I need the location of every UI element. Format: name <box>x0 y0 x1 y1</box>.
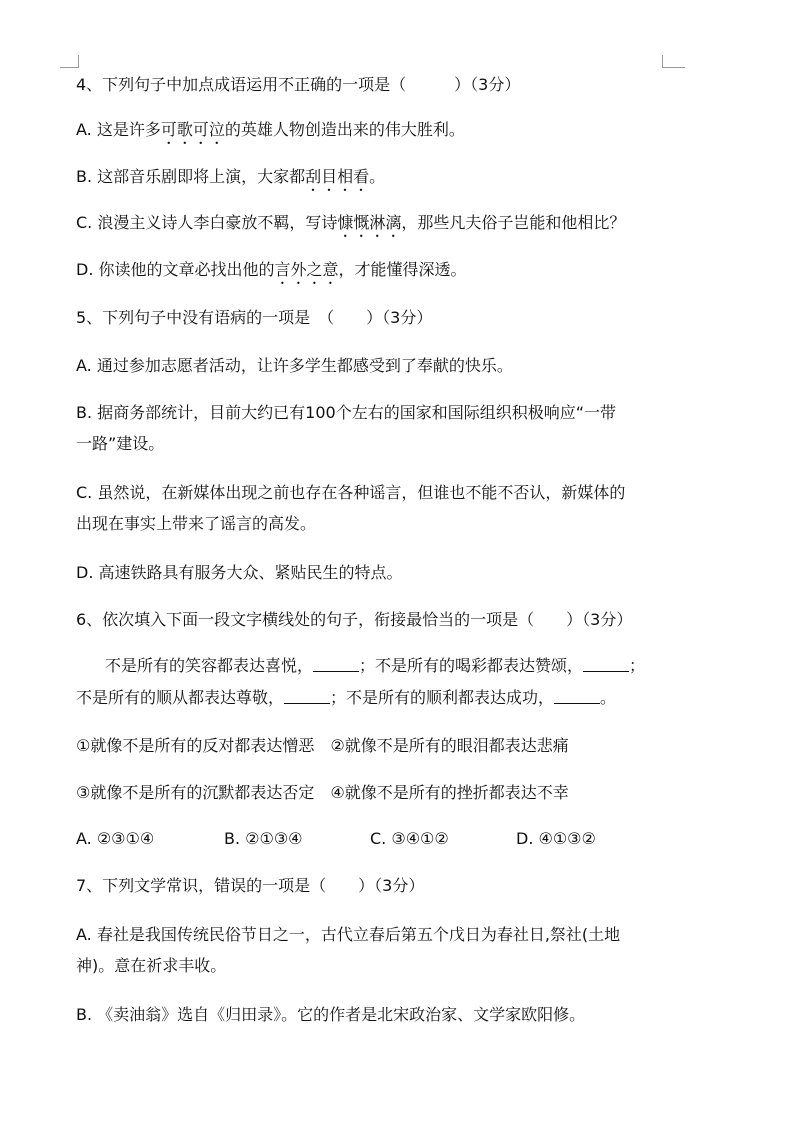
question-6-passage-line2: 不是所有的顺从都表达尊敬， ；不是所有的顺利都表达成功， 。 <box>76 688 617 707</box>
fill-blank <box>583 657 629 672</box>
question-6-option-a: A. ②③①④ <box>76 829 155 848</box>
question-5-option-b-line2: 一路”建设。 <box>76 434 165 453</box>
question-5-option-b-line1: B. 据商务部统计，目前大约已有100个左右的国家和国际组织积极响应“一带 <box>76 403 616 422</box>
idiom-marked: 言外之意 <box>274 260 339 279</box>
question-6-option-c: C. ③④①② <box>370 829 449 848</box>
question-4-option-c: C. 浪漫主义诗人李白豪放不羁，写诗慷慨淋漓，那些凡夫俗子岂能和他相比？ <box>76 213 626 232</box>
question-4-option-a: A. 这是许多可歌可泣的英雄人物创造出来的伟大胜利。 <box>76 120 465 139</box>
question-7-stem: 7、下列文学常识，错误的一项是（ ）（3分） <box>76 876 425 895</box>
question-6-option-b: B. ②①③④ <box>224 829 303 848</box>
question-6-options <box>76 829 596 849</box>
idiom-marked: 慷慨淋漓 <box>337 213 402 232</box>
question-4-stem: 4、下列句子中加点成语运用不正确的一项是（ ）（3分） <box>76 75 521 94</box>
fill-blank <box>313 657 359 672</box>
question-5-option-d: D. 高速铁路具有服务大众、紧贴民生的特点。 <box>76 563 403 582</box>
question-5-option-c-line1: C. 虽然说，在新媒体出现之前也存在各种谣言，但谁也不能不否认，新媒体的 <box>76 483 626 502</box>
question-6-sentences-3-4: ③就像不是所有的沉默都表达否定 ④就像不是所有的挫折都表达不幸 <box>76 783 569 802</box>
question-4-option-b: B. 这部音乐剧即将上演，大家都刮目相看。 <box>76 167 386 186</box>
question-6-option-d: D. ④①③② <box>516 829 596 848</box>
question-7-option-b: B. 《卖油翁》选自《归田录》。它的作者是北宋政治家、文学家欧阳修。 <box>76 1005 586 1024</box>
fill-blank <box>554 689 600 704</box>
question-5-option-c-line2: 出现在事实上带来了谣言的高发。 <box>76 514 317 533</box>
crop-mark-top-right <box>662 55 685 68</box>
question-5-stem: 5、下列句子中没有语病的一项是 （ ）（3分） <box>76 308 433 327</box>
question-5-option-a: A. 通过参加志愿者活动，让许多学生都感受到了奉献的快乐。 <box>76 356 513 375</box>
question-6-passage-line1: 不是所有的笑容都表达喜悦， ；不是所有的喝彩都表达赞颂， ； <box>105 656 646 675</box>
question-4-option-d: D. 你读他的文章必找出他的言外之意，才能懂得深透。 <box>76 260 467 279</box>
fill-blank <box>284 689 330 704</box>
question-6-stem: 6、依次填入下面一段文字横线处的句子，衔接最恰当的一项是（ ）（3分） <box>76 610 633 629</box>
idiom-marked: 可歌可泣 <box>160 120 225 139</box>
crop-mark-top-left <box>60 55 79 68</box>
question-7-option-a-line2: 神)。意在祈求丰收。 <box>76 956 227 975</box>
idiom-marked: 刮目相看 <box>305 167 370 186</box>
question-7-option-a-line1: A. 春社是我国传统民俗节日之一，古代立春后第五个戊日为春社日,祭社(土地 <box>76 925 621 944</box>
question-6-sentences-1-2: ①就像不是所有的反对都表达憎恶 ②就像不是所有的眼泪都表达悲痛 <box>76 736 569 755</box>
